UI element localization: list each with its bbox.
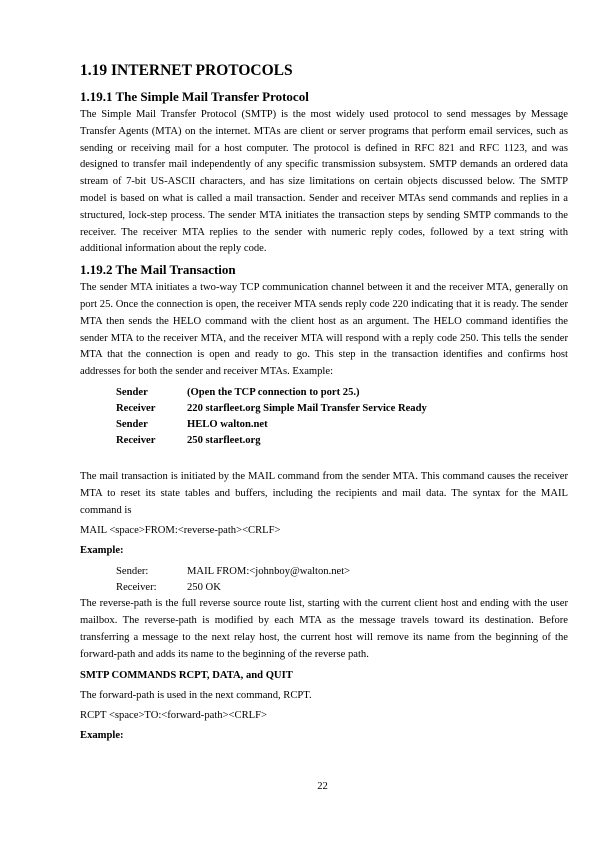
dialog-party: Receiver — [116, 402, 156, 414]
rcpt-syntax: RCPT <space>TO:<forward-path><CRLF> — [80, 709, 267, 721]
handshake-example-table — [116, 385, 427, 449]
forward-path-line: The forward-path is used in the next command, RCPT. — [80, 689, 312, 701]
page-number: 22 — [317, 781, 328, 792]
dialog-party: Receiver — [116, 434, 156, 446]
dialog-text: (Open the TCP connection to port 25.) — [187, 386, 360, 398]
mail-from-example-table — [116, 564, 350, 596]
example-party: Receiver: — [116, 582, 157, 594]
table-row — [116, 385, 427, 401]
section-heading-mail-transaction: 1.19.2 The Mail Transaction — [80, 262, 236, 278]
mail-transaction-paragraph: The sender MTA initiates a two-way TCP communication channel between it and the receiver MTA, generally on port 25. Once the connection is open, the receiver MTA sends reply code 220 indicating that it is ready. The sender MTA then sends the HELO command with the client host as an argument. The HELO command identifies the sender MTA to the receiver MTA, and the receiver MTA will respond with a reply code 250. This tells the sender MTA that the connection is open and ready to go. This step in the transaction identifies and confirms host addresses for both the sender and receiver MTAs. Example: — [80, 282, 568, 378]
table-row — [116, 401, 427, 417]
example-party: Sender: — [116, 566, 149, 578]
example-text: 250 OK — [187, 582, 221, 594]
example-text: MAIL FROM:<johnboy@walton.net> — [187, 566, 351, 578]
table-row — [116, 580, 350, 596]
dialog-party: Sender — [116, 386, 148, 398]
example-label: Example: — [80, 545, 124, 557]
smtp-paragraph: The Simple Mail Transfer Protocol (SMTP) is the most widely used protocol to send messages by Message Transfer Agents (MTA) on the internet. MTAs are client or server programs that perform email services, such as sending or receiving mail for a host computer. The protocol is defined in RFC 821 and RFC 1123, and was designed to transfer mail independently of any specific transmission subsystem. SMTP demands an ordered data stream of 7-bit US-ASCII characters, and has size limitations on certain objects discussed below. The SMTP model is based on what is called a mail transaction. Sender and receiver MTAs send commands and replies in a structured, lock-step process. The sender MTA initiates the transaction steps by sending SMTP commands to the receiver. The receiver MTA replies to the sender with numeric reply codes, followed by a text string with additional information about the reply code. — [80, 109, 568, 255]
section-heading-smtp: 1.19.1 The Simple Mail Transfer Protocol — [80, 89, 309, 104]
smtp-commands-heading: SMTP COMMANDS RCPT, DATA, and QUIT — [80, 669, 293, 681]
table-row — [116, 433, 427, 449]
dialog-text: HELO walton.net — [187, 418, 268, 430]
table-row — [116, 417, 427, 433]
reverse-path-paragraph: The reverse-path is the full reverse source route list, starting with the current client host and ending with the user mailbox. The reverse-path is modified by each MTA as the message travels toward its destination. Before transferring a message to the next relay host, the current host will remove its name from the beginning of the forward-path and adds its name to the beginning of the reverse path. — [80, 598, 568, 660]
dialog-text: 250 starfleet.org — [187, 434, 261, 446]
dialog-text: 220 starfleet.org Simple Mail Transfer Service Ready — [187, 402, 427, 414]
document-page — [80, 62, 568, 744]
dialog-party: Sender — [116, 418, 148, 430]
table-row — [116, 564, 350, 580]
chapter-heading: 1.19 INTERNET PROTOCOLS — [80, 62, 293, 79]
example-label-2: Example: — [80, 729, 124, 741]
mail-command-paragraph: The mail transaction is initiated by the MAIL command from the sender MTA. This command causes the receiver MTA to reset its state tables and buffers, including the recipients and mail data. The syntax for the MAIL command is — [80, 470, 568, 516]
mail-syntax: MAIL <space>FROM:<reverse-path><CRLF> — [80, 525, 281, 537]
